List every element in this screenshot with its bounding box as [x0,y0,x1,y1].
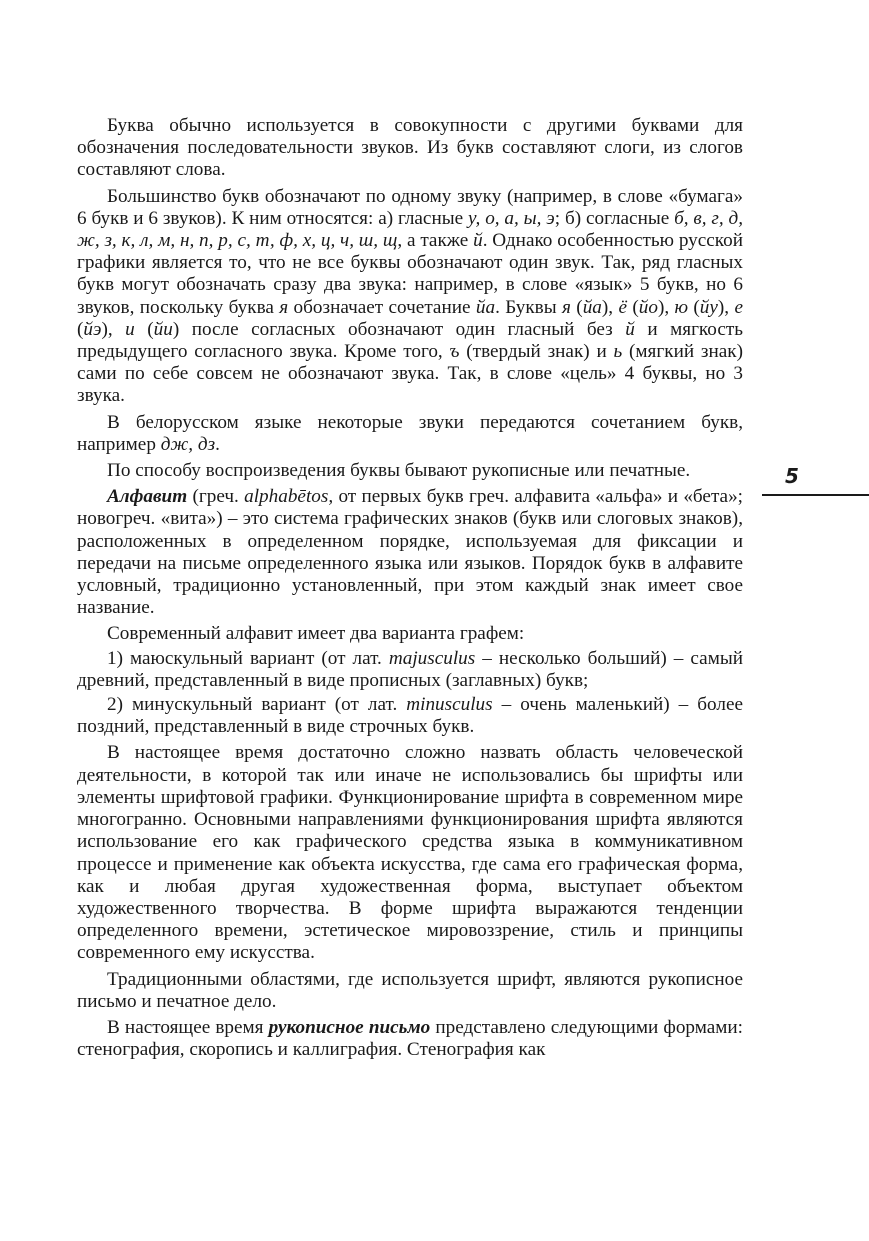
italic-term: йу [699,296,718,318]
bold-term: Алфавит [107,486,188,508]
italic-term: е [734,296,744,318]
italic-term: йо [638,296,658,318]
italic-term: йэ [83,318,102,340]
italic-term: ъ [449,341,460,363]
paragraph-letter-usage: Буква обычно используется в совокупности с другими буквами для обозначения последовательности звуков. Из букв составляют слоги, из слогов составляют слова. [77,115,743,181]
italic-term: й [625,318,635,340]
italic-term: majusculus [388,647,476,669]
paragraph-font-functions: В настоящее время достаточно сложно назвать область человеческой деятельности, в которой так или иначе не использовались бы шрифты или элементы шрифтовой графики. Функционирование шрифта в современном мире многогранно. Основными направлениями функционирования шрифта являются использование его как графического средства языка в коммуникативном процессе и применение как объекта искусства, где сама его графическая форма, как и любая другая художественная форма, выступает объектом художественного творчества. В форме шрифта выражаются тенденции определенного времени, эстетическое мировоззрение, стиль и принципы современного ему искусства. [77,742,743,964]
italic-term: я [562,296,571,318]
page-text [77,115,743,1065]
paragraph-letter-sounds: Большинство букв обозначают по одному звуку (например, в слове «бумага» 6 букв и 6 звуков). К ним относятся: а) гласные у, о, а, ы, э; б) согласные б, в, г, д, ж, з, к, л, м, н, п, р, с, т, ф, х, ц, ч, ш, щ, а также й. Однако особенностью русской графики является то, что не все буквы обозначают один звук. Так, ряд гласных букв могут обозначать сразу два звука: например, в слове «язык» 5 букв, но 6 звуков, поскольку буква я обозначает сочетание йа. Буквы я (йа), ё (йо), ю (йу), е (йэ), и (йи) после согласных обозначают один гласный без й и мягкость предыдущего согласного звука. Кроме того, ъ (твердый знак) и ь (мягкий знак) сами по себе совсем не обозначают звука. Так, в слове «цель» 4 буквы, но 3 звука. [77,185,744,407]
italic-term: у, о, а, ы, э [467,207,555,229]
italic-term: й [473,230,483,252]
paragraph-handwriting-forms: В настоящее время рукописное письмо представлено следующими формами: стенография, скоропись и каллиграфия. Стенография как [77,1016,743,1061]
italic-term: и [125,318,135,340]
italic-term: ю [674,296,689,318]
italic-term: alphabētos, [244,486,334,508]
bold-term: рукописное письмо [268,1016,431,1038]
paragraph-alphabet-definition: Алфавит (греч. alphabētos, от первых букв греч. алфавита «альфа» и «бета»; новогреч. «вита») – это система графических знаков (букв или слоговых знаков), расположенных в определенном порядке, используемая для фиксации и передачи на письме определенного языка или языков. Порядок букв в алфавите условный, традиционно установленный, при этом каждый знак имеет свое название. [77,486,744,619]
paragraph-belarusian: В белорусском языке некоторые звуки передаются сочетанием букв, например дж, дз. [77,411,743,455]
italic-term: йа [582,296,602,318]
page-number-rule [762,494,869,496]
italic-term: ь [613,341,623,363]
page-number: 5 [785,464,799,488]
italic-term: йа [475,296,496,318]
paragraph-grapheme-variants: Современный алфавит имеет два варианта графем: [107,623,525,645]
italic-term: дж, дз [160,433,216,455]
paragraph-handwritten-printed: По способу воспроизведения буквы бывают рукописные или печатные. [107,460,691,482]
list-item-minuscule: 2) минускульный вариант (от лат. minusculus – очень маленький) – более поздний, представленный в виде строчных букв. [77,694,743,738]
italic-term: ё [618,296,627,318]
italic-term: йи [153,318,173,340]
italic-term: б, в, г, д, ж, з, к, л, м, н, п, р, с, т, ф, х, ц, ч, ш, щ [77,207,744,252]
list-item-majuscule: 1) маюскульный вариант (от лат. majusculus – несколько больший) – самый древний, представленный в виде прописных (заглавных) букв; [77,647,743,691]
italic-term: я [279,296,289,318]
paragraph-traditional-areas: Традиционными областями, где используется шрифт, являются рукописное письмо и печатное дело. [77,968,743,1012]
italic-term: minusculus [406,694,493,716]
